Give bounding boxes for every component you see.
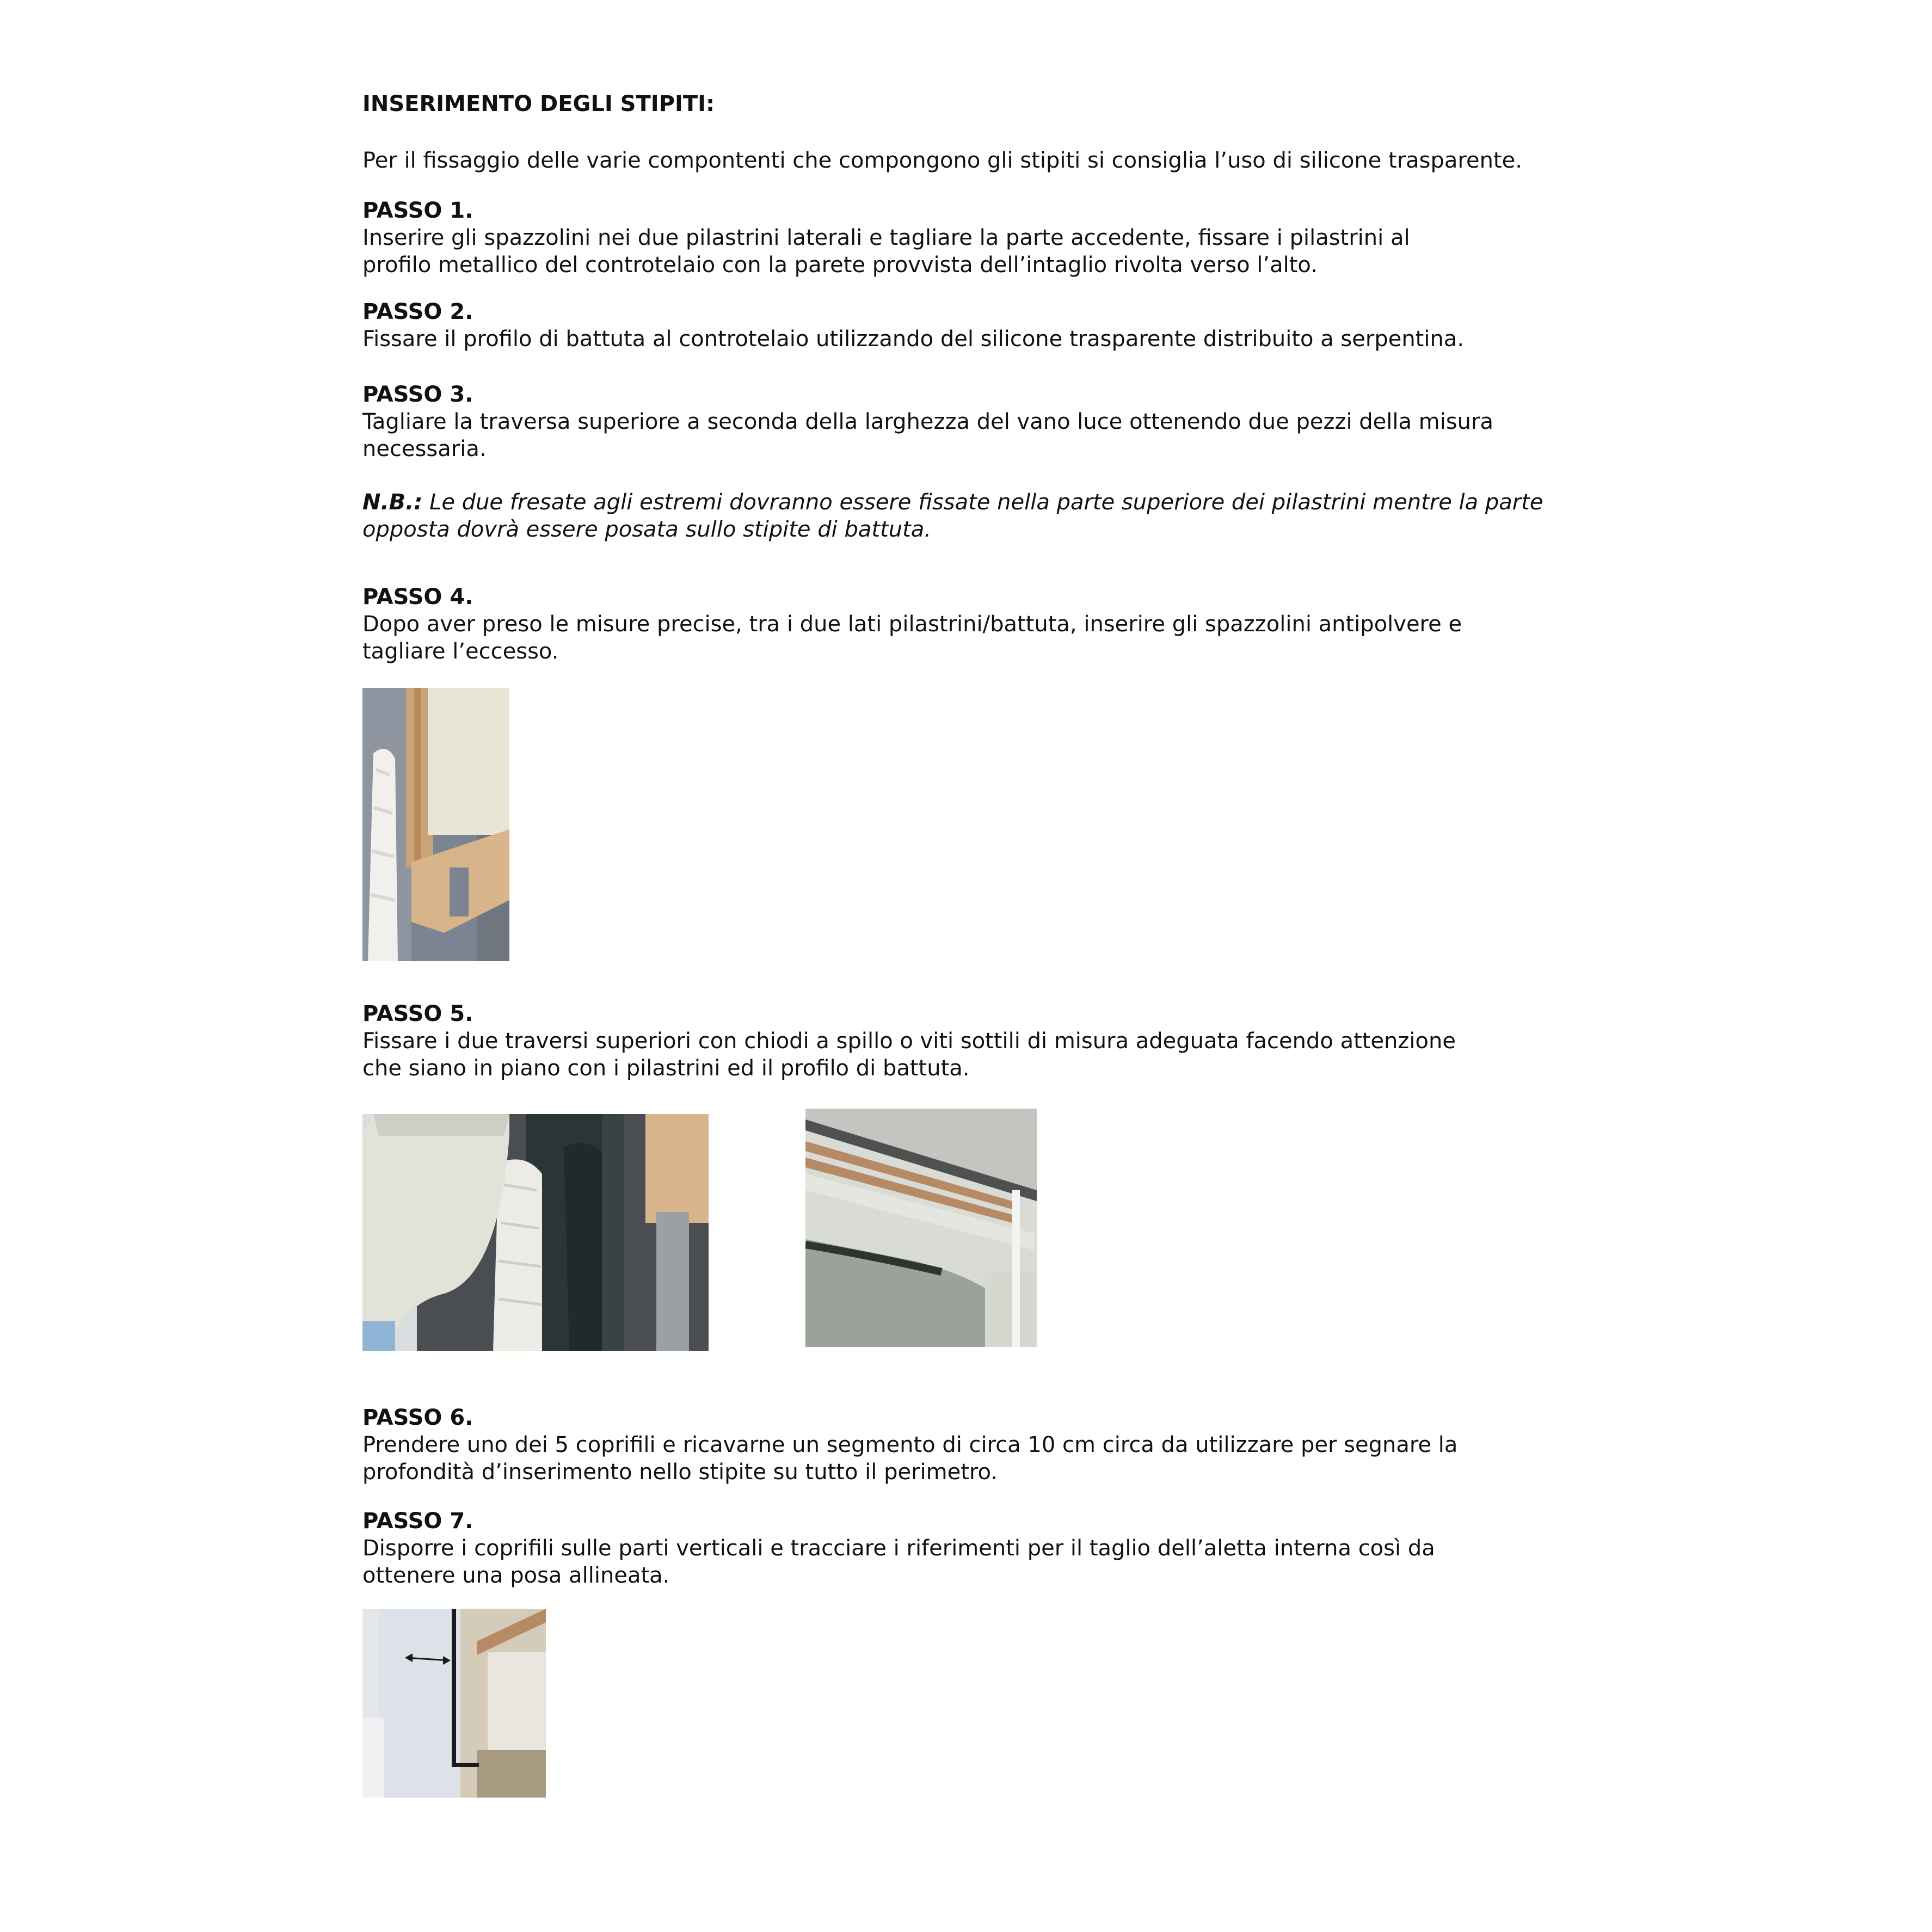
note-label: N.B.: [362, 490, 423, 515]
step-3-line-2: necessaria. [362, 436, 487, 462]
step-1-line-1: Inserire gli spazzolini nei due pilastrini laterali e tagliare la parte accedente, fissare i pilastrini al [362, 225, 1410, 250]
step-2-title: PASSO 2. [362, 299, 473, 324]
step-4-title: PASSO 4. [362, 584, 473, 610]
step-5-line-1: Fissare i due traversi superiori con chiodi a spillo o viti sottili di misura adeguata facendo attenzione [362, 1029, 1456, 1054]
step-5-line-2: che siano in piano con i pilastrini ed il profilo di battuta. [362, 1056, 970, 1081]
step-6-line-2: profondità d’inserimento nello stipite su tutto il perimetro. [362, 1460, 998, 1485]
step-2-line-1: Fissare il profilo di battuta al controtelaio utilizzando del silicone trasparente distribuito a serpentina. [362, 327, 1465, 352]
step-7-title: PASSO 7. [362, 1509, 473, 1534]
step-5-title: PASSO 5. [362, 1001, 473, 1026]
step-7-line-2: ottenere una posa allineata. [362, 1563, 670, 1588]
step-4-line-1: Dopo aver preso le misure precise, tra i due lati pilastrini/battuta, inserire gli spazzolini antipolvere e [362, 612, 1462, 637]
page-title: INSERIMENTO DEGLI STIPITI: [362, 91, 715, 116]
step-4-line-2: tagliare l’eccesso. [362, 639, 559, 664]
step-6-title: PASSO 6. [362, 1405, 473, 1430]
note-line-2: opposta dovrà essere posata sullo stipite di battuta. [362, 517, 931, 542]
note-line-1 [362, 489, 1543, 516]
step-3-line-1: Tagliare la traversa superiore a seconda della larghezza del vano luce ottenendo due pezzi della misura [362, 409, 1493, 434]
step-5-photo-left [362, 1114, 709, 1351]
step-6-line-1: Prendere uno dei 5 coprifili e ricavarne un segmento di circa 10 cm circa da utilizzare per segnare la [362, 1432, 1458, 1457]
intro-text: Per il fissaggio delle varie compontenti che compongono gli stipiti si consiglia l’uso di silicone trasparente. [362, 148, 1522, 173]
step-4-photo [362, 688, 509, 961]
step-7-photo [362, 1609, 546, 1798]
step-7-line-1: Disporre i coprifili sulle parti verticali e tracciare i riferimenti per il taglio dell’aletta interna così da [362, 1536, 1435, 1561]
step-3-title: PASSO 3. [362, 382, 473, 407]
step-1-line-2: profilo metallico del controtelaio con la parete provvista dell’intaglio rivolta verso l’alto. [362, 253, 1318, 278]
step-5-photo-right [805, 1109, 1037, 1347]
note-text-1: Le due fresate agli estremi dovranno essere fissate nella parte superiore dei pilastrini mentre la parte [422, 490, 1543, 515]
step-1-title: PASSO 1. [362, 198, 473, 223]
